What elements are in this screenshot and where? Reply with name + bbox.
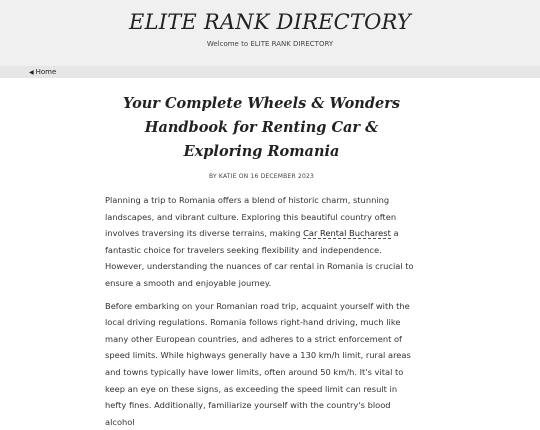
article-paragraph-2: Before embarking on your Romanian road trip, acquaint yourself with the local driving regulations. Romania follows right-hand driving, much like many other European countries, and adheres to a strict enforcement of speed limits. While highways generally have a 130 km/h limit, rural areas and towns typically have lower limits, often around 50 km/h. It's vital to keep an eye on these signs, as exceeding the speed limit can result in hefty fines. Additionally, familiarize yourself with the country's blood alcohol bbox=[105, 300, 411, 427]
site-title[interactable]: ELITE RANK DIRECTORY bbox=[129, 10, 411, 34]
site-header bbox=[0, 0, 540, 66]
home-link-label: Home bbox=[35, 68, 57, 76]
paragraph-text: Planning a trip to Romania offers a blend of historic charm, stunning landscapes, and vibrant culture. Exploring this beautiful country often involves traversing its diverse terrains, making bbox=[105, 195, 397, 239]
car-rental-bucharest-link[interactable]: Car Rental Bucharest bbox=[303, 228, 391, 239]
article-paragraph-1 bbox=[105, 192, 418, 292]
left-triangle-icon: ◀ bbox=[29, 69, 34, 76]
article-byline: BY KATIE ON 16 DECEMBER 2023 bbox=[208, 173, 315, 180]
home-link[interactable] bbox=[29, 67, 56, 78]
article bbox=[105, 78, 418, 430]
site-tagline: Welcome to ELITE RANK DIRECTORY bbox=[206, 40, 334, 48]
nav-bar bbox=[0, 66, 540, 78]
article-title: Your Complete Wheels & Wonders Handbook for Renting Car & Exploring Romania bbox=[122, 95, 400, 160]
paragraph-text: a fantastic choice for travelers seeking flexibility and independence. However, understanding the nuances of car rental in Romania is crucial to ensure a smooth and enjoyable journey. bbox=[105, 228, 414, 288]
